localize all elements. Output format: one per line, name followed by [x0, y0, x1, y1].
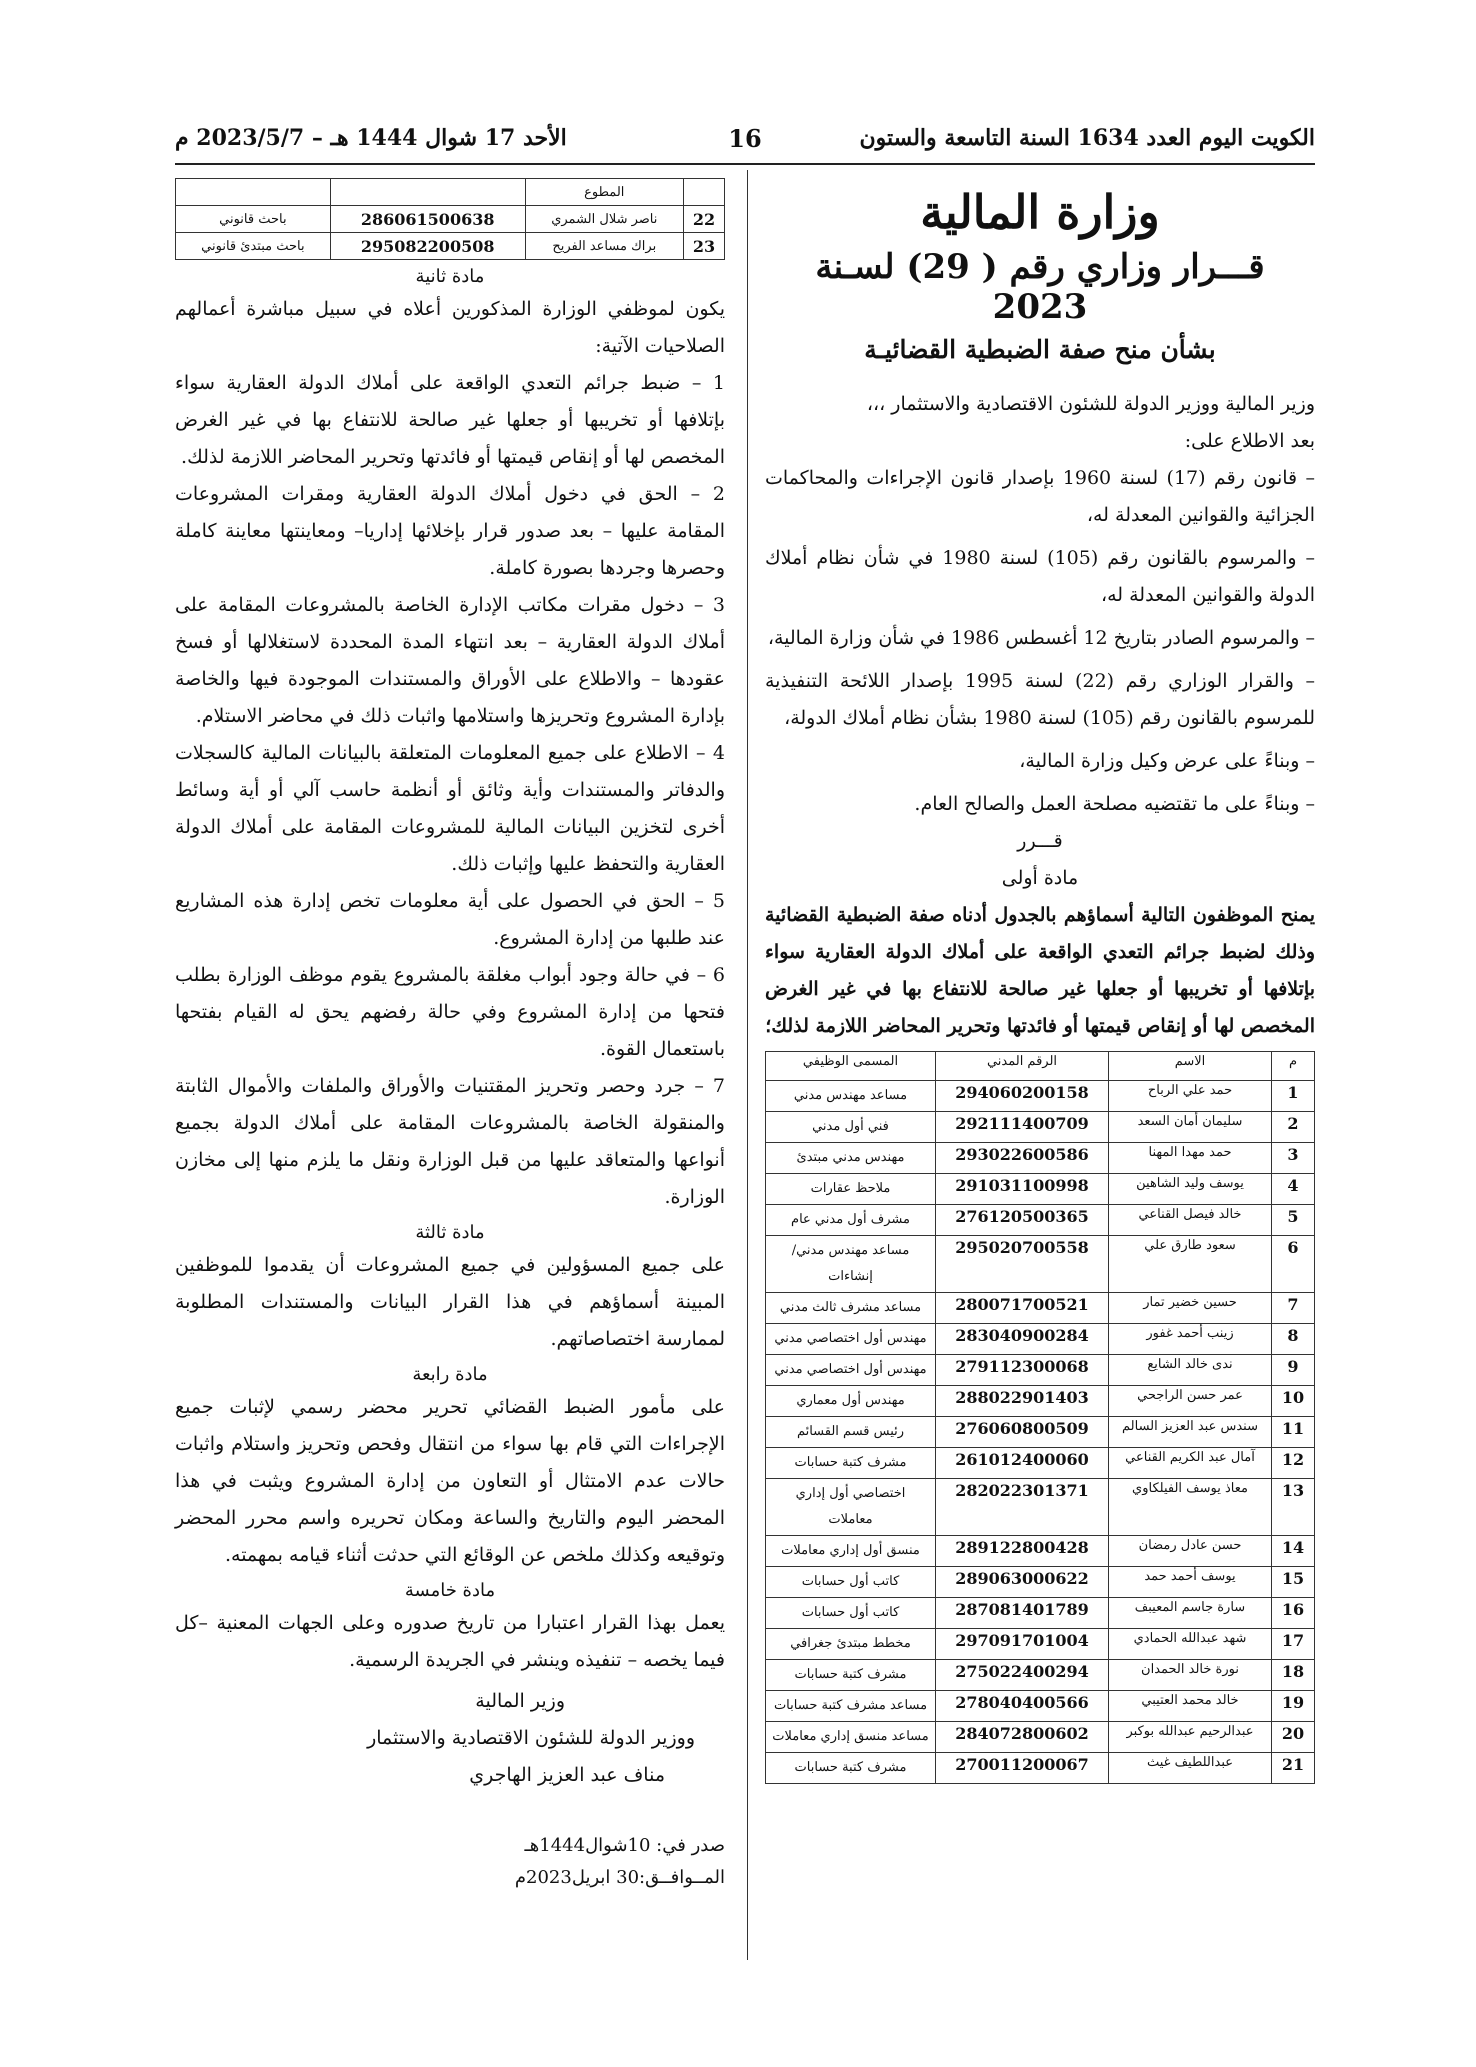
article2-item: 6 – في حالة وجود أبواب مغلقة بالمشروع يقوم موظف الوزارة بطلب فتحها من إدارة المشروع وفي حالة رفضهم يحق له القيام بفتحها باستعمال القوة. — [175, 964, 725, 1060]
cell-title: اختصاصي أول إداري معاملات — [766, 1479, 936, 1536]
cell-name: يوسف أحمد حمد — [1109, 1567, 1272, 1598]
cell-title: كاتب أول حسابات — [766, 1598, 936, 1629]
table-row — [766, 1174, 1315, 1205]
cell-name: عمر حسن الراجحي — [1109, 1386, 1272, 1417]
corresponding-date: المــوافــق:30 ابريل2023م — [514, 1867, 725, 1888]
cell-num: 15 — [1272, 1567, 1315, 1598]
table-row: 23 براك مساعد الفريح 295082200508 باحث مبتدئ قانوني — [176, 233, 725, 260]
cell-title: مساعد منسق إداري معاملات — [766, 1722, 936, 1753]
table-row — [766, 1386, 1315, 1417]
article1-title: مادة أولى — [1001, 867, 1079, 889]
cell-civil: 284072800602 — [936, 1722, 1109, 1753]
cell-name: نورة خالد الحمدان — [1109, 1660, 1272, 1691]
cell-civil: 297091701004 — [936, 1629, 1109, 1660]
cell-title: مساعد مهندس مدني — [766, 1081, 936, 1112]
right-column — [765, 175, 1315, 1784]
article2-intro: يكون لموظفي الوزارة المذكورين أعلاه في سبيل مباشرة أعمالهم الصلاحيات الآتية: — [175, 298, 725, 357]
cell-name: سليمان أمان السعد — [1109, 1112, 1272, 1143]
cell-num: 5 — [1272, 1205, 1315, 1236]
cell-num: 4 — [1272, 1174, 1315, 1205]
cell-num: 11 — [1272, 1417, 1315, 1448]
cell-title: مساعد مشرف كتبة حسابات — [766, 1691, 936, 1722]
header-name: الاسم — [1109, 1052, 1272, 1081]
cell-civil: 282022301371 — [936, 1479, 1109, 1536]
cell-civil: 295020700558 — [936, 1236, 1109, 1293]
staff-table-continued — [175, 178, 725, 260]
signature-title-2: ووزير الدولة للشئون الاقتصادية والاستثمار — [367, 1727, 695, 1749]
minister-intro: وزير المالية ووزير الدولة للشئون الاقتصادية والاستثمار ،،، — [866, 393, 1315, 415]
page-header — [175, 118, 1315, 158]
cell-num: 10 — [1272, 1386, 1315, 1417]
cell-num: 16 — [1272, 1598, 1315, 1629]
table-row — [766, 1081, 1315, 1112]
reference-item: – والمرسوم الصادر بتاريخ 12 أغسطس 1986 في شأن وزارة المالية، — [767, 627, 1315, 649]
table-row — [766, 1629, 1315, 1660]
article3-text: على جميع المسؤولين في جميع المشروعات أن يقدموا للموظفين المبينة أسماؤهم في هذا القرار البيانات والمستندات المطلوبة لممارسة اختصاصاتهم. — [175, 1254, 725, 1350]
cell-title: مهندس أول معماري — [766, 1386, 936, 1417]
table-row — [766, 1479, 1315, 1536]
cell-title: فني أول مدني — [766, 1112, 936, 1143]
cell-title: مساعد مهندس مدني/ إنشاءات — [766, 1236, 936, 1293]
table-row — [766, 1536, 1315, 1567]
article2-item: 3 – دخول مقرات مكاتب الإدارة الخاصة بالمشروعات المقامة على أملاك الدولة العقارية – بعد انتهاء المدة المحددة لاستغلالها أو فسخ عقودها – والاطلاع على الأوراق والمستندات الموجودة فيها والخاصة بإدارة المشروع وتحريزها واستلامها واثبات ذلك في محاضر الاستلام. — [175, 594, 725, 727]
cell-name: حسين خضير تمار — [1109, 1293, 1272, 1324]
cell-civil: 275022400294 — [936, 1660, 1109, 1691]
table-row — [766, 1324, 1315, 1355]
cell-title: مشرف كتبة حسابات — [766, 1753, 936, 1784]
table-row — [766, 1355, 1315, 1386]
cell-civil: 283040900284 — [936, 1324, 1109, 1355]
cell-civil: 288022901403 — [936, 1386, 1109, 1417]
article1-text: يمنح الموظفون التالية أسماؤهم بالجدول أدناه صفة الضبطية القضائية وذلك لضبط جرائم التعدي الواقعة على أملاك الدولة العقارية سواء بإتلافها أو تخريبها أو جعلها غير صالحة للانتفاع بها في غير الغرض المخصص لها أو إنقاص قيمتها أو فائدتها وتحرير المحاضر اللازمة لذلك؛ — [765, 904, 1315, 1037]
article2-item: 1 – ضبط جرائم التعدي الواقعة على أملاك الدولة العقارية سواء بإتلافها أو تخريبها أو جعلها غير صالحة للانتفاع بها في غير الغرض المخصص لها أو إنقاص قيمتها أو فائدتها وتحرير المحاضر اللازمة لذلك. — [175, 372, 725, 468]
cell-civil: 276060800509 — [936, 1417, 1109, 1448]
staff-table — [765, 1051, 1315, 1784]
cell-num: 9 — [1272, 1355, 1315, 1386]
article2-item: 7 – جرد وحصر وتحريز المقتنيات والأوراق والملفات والأموال الثابتة والمنقولة الخاصة بالمشروعات المقامة على أملاك الدولة بجميع أنواعها والمتعاقد عليها من قبل الوزارة ونقل ما يلزم منها إلى مخازن الوزارة. — [175, 1075, 725, 1208]
reference-item: – قانون رقم (17) لسنة 1960 بإصدار قانون الإجراءات والمحاكمات الجزائية والقوانين المعدلة له، — [765, 467, 1315, 526]
reference-item: – وبناءً على ما تقتضيه مصلحة العمل والصالح العام. — [914, 793, 1315, 815]
cell-name: شهد عبدالله الحمادي — [1109, 1629, 1272, 1660]
cell-civil: 292111400709 — [936, 1112, 1109, 1143]
cell-name: معاذ يوسف الفيلكاوي — [1109, 1479, 1272, 1536]
cell-num: 14 — [1272, 1536, 1315, 1567]
decision-subject: بشأن منح صفة الضبطية القضائيـة — [864, 335, 1216, 364]
cell-num: 18 — [1272, 1660, 1315, 1691]
after-review: بعد الاطلاع على: — [1184, 430, 1315, 452]
cell-title: مهندس أول اختصاصي مدني — [766, 1324, 936, 1355]
cell-name: عبداللطيف غيث — [1109, 1753, 1272, 1784]
decided-heading: قـــرر — [1017, 830, 1063, 852]
cell-name: سعود طارق علي — [1109, 1236, 1272, 1293]
cell-civil: 287081401789 — [936, 1598, 1109, 1629]
cell-title: مخطط مبتدئ جغرافي — [766, 1629, 936, 1660]
cell-num: 7 — [1272, 1293, 1315, 1324]
cell-num: 3 — [1272, 1143, 1315, 1174]
article2-item: 4 – الاطلاع على جميع المعلومات المتعلقة بالبيانات المالية كالسجلات والدفاتر والمستندات وأية وثائق أو أنظمة حاسب آلي أو أية وسائط أخرى لتخزين البيانات المالية للمشروعات المقامة على أملاك الدولة العقارية والتحفظ عليها وإثبات ذلك. — [175, 742, 725, 875]
cell-title: مهندس مدني مبتدئ — [766, 1143, 936, 1174]
table-row — [766, 1448, 1315, 1479]
cell-civil: 261012400060 — [936, 1448, 1109, 1479]
cell-title: ملاحظ عقارات — [766, 1174, 936, 1205]
cell-name: خالد محمد العتيبي — [1109, 1691, 1272, 1722]
issue-date-block — [175, 1830, 725, 1894]
cell-num: 21 — [1272, 1753, 1315, 1784]
cell-name: خالد فيصل القناعي — [1109, 1205, 1272, 1236]
cell-civil: 289122800428 — [936, 1536, 1109, 1567]
header-date: الأحد 17 شوال 1444 هـ – 2023/5/7 م — [175, 125, 567, 151]
cell-civil: 279112300068 — [936, 1355, 1109, 1386]
cell-num: 1 — [1272, 1081, 1315, 1112]
cell-num: 20 — [1272, 1722, 1315, 1753]
table-row — [766, 1112, 1315, 1143]
header-title: المسمى الوظيفي — [766, 1052, 936, 1081]
cell-name: حمد علي الرباح — [1109, 1081, 1272, 1112]
cell-civil: 294060200158 — [936, 1081, 1109, 1112]
continued-name-cell: المطوع — [525, 179, 683, 206]
table-row — [766, 1143, 1315, 1174]
table-row — [766, 1293, 1315, 1324]
cell-num: 19 — [1272, 1691, 1315, 1722]
cell-name: يوسف وليد الشاهين — [1109, 1174, 1272, 1205]
cell-civil: 270011200067 — [936, 1753, 1109, 1784]
table-row — [766, 1660, 1315, 1691]
table-row — [766, 1417, 1315, 1448]
decision-title: قـــرار وزاري رقم ( 29) لسـنة 2023 — [815, 247, 1265, 327]
header-num: م — [1272, 1052, 1315, 1081]
signature-title: وزير المالية — [475, 1690, 565, 1712]
cell-num: 17 — [1272, 1629, 1315, 1660]
cell-num: 2 — [1272, 1112, 1315, 1143]
cell-num: 8 — [1272, 1324, 1315, 1355]
signature-block — [175, 1683, 565, 1720]
header-issue: الكويت اليوم العدد 1634 السنة التاسعة والستون — [859, 125, 1315, 151]
article4-text: على مأمور الضبط القضائي تحرير محضر رسمي لإثبات جميع الإجراءات التي قام بها سواء من انتقال وفحص وتحريز واستلام واثبات حالات عدم الامتثال أو التعاون من إدارة المشروع ويثبت في هذا المحضر اليوم والتاريخ والساعة ومكان تحريره واسم محرر المحضر وتوقيعه وكذلك ملخص عن الوقائع التي حدثت أثناء قيامه بمهمته. — [175, 1396, 725, 1566]
article2-item: 5 – الحق في الحصول على أية معلومات تخص إدارة هذه المشاريع عند طلبها من إدارة المشروع. — [175, 890, 725, 949]
cell-name: سارة جاسم المعيبف — [1109, 1598, 1272, 1629]
issued-date: صدر في: 10شوال1444هـ — [524, 1835, 725, 1856]
reference-item: – والقرار الوزاري رقم (22) لسنة 1995 بإصدار اللائحة التنفيذية للمرسوم بالقانون رقم (105) لسنة 1980 بشأن نظام أملاك الدولة، — [765, 670, 1316, 729]
table-row — [766, 1722, 1315, 1753]
reference-item: – وبناءً على عرض وكيل وزارة المالية، — [1019, 750, 1315, 772]
table-row — [766, 1598, 1315, 1629]
cell-name: عبدالرحيم عبدالله بوكبر — [1109, 1722, 1272, 1753]
table-row: 22 ناصر شلال الشمري 286061500638 باحث قانوني — [176, 206, 725, 233]
cell-num: 13 — [1272, 1479, 1315, 1536]
left-column — [175, 178, 725, 1894]
table-row — [766, 1205, 1315, 1236]
article3-title: مادة ثالثة — [415, 1222, 485, 1243]
cell-name: زينب أحمد غفور — [1109, 1324, 1272, 1355]
page-number: 16 — [728, 123, 762, 153]
article2-title: مادة ثانية — [415, 266, 485, 287]
table-row — [766, 1753, 1315, 1784]
ministry-title: وزارة المالية — [920, 185, 1160, 239]
cell-civil: 291031100998 — [936, 1174, 1109, 1205]
signature-name: مناف عبد العزيز الهاجري — [469, 1764, 665, 1786]
cell-title: مهندس أول اختصاصي مدني — [766, 1355, 936, 1386]
cell-title: مشرف أول مدني عام — [766, 1205, 936, 1236]
column-divider — [747, 170, 748, 1960]
references-list — [765, 460, 1315, 823]
cell-civil: 289063000622 — [936, 1567, 1109, 1598]
cell-civil: 293022600586 — [936, 1143, 1109, 1174]
cell-name: ندى خالد الشايع — [1109, 1355, 1272, 1386]
cell-name: حمد مهدا المهنا — [1109, 1143, 1272, 1174]
article5-text: يعمل بهذا القرار اعتبارا من تاريخ صدوره وعلى الجهات المعنية –كل فيما يخصه – تنفيذه وينشر في الجريدة الرسمية. — [175, 1612, 725, 1671]
cell-title: مشرف كتبة حسابات — [766, 1660, 936, 1691]
cell-civil: 276120500365 — [936, 1205, 1109, 1236]
cell-title: كاتب أول حسابات — [766, 1567, 936, 1598]
cell-num: 6 — [1272, 1236, 1315, 1293]
cell-title: مشرف كتبة حسابات — [766, 1448, 936, 1479]
table-row — [766, 1236, 1315, 1293]
table-row — [766, 1691, 1315, 1722]
header-civil: الرقم المدني — [936, 1052, 1109, 1081]
cell-title: منسق أول إداري معاملات — [766, 1536, 936, 1567]
cell-name: سندس عبد العزيز السالم — [1109, 1417, 1272, 1448]
cell-civil: 278040400566 — [936, 1691, 1109, 1722]
cell-name: آمال عبد الكريم القناعي — [1109, 1448, 1272, 1479]
article4-title: مادة رابعة — [412, 1364, 488, 1385]
cell-civil: 280071700521 — [936, 1293, 1109, 1324]
reference-item: – والمرسوم بالقانون رقم (105) لسنة 1980 في شأن نظام أملاك الدولة والقوانين المعدلة له، — [765, 547, 1315, 606]
cell-num: 12 — [1272, 1448, 1315, 1479]
article5-title: مادة خامسة — [404, 1580, 496, 1601]
cell-name: حسن عادل رمضان — [1109, 1536, 1272, 1567]
cell-title: مساعد مشرف ثالث مدني — [766, 1293, 936, 1324]
header-rule — [175, 163, 1315, 165]
table-row — [766, 1567, 1315, 1598]
cell-title: رئيس قسم القسائم — [766, 1417, 936, 1448]
article2-item: 2 – الحق في دخول أملاك الدولة العقارية ومقرات المشروعات المقامة عليها – بعد صدور قرار بإخلائها إداريا– ومعاينتها معاينة كاملة وحصرها وجردها بصورة كاملة. — [175, 483, 725, 579]
